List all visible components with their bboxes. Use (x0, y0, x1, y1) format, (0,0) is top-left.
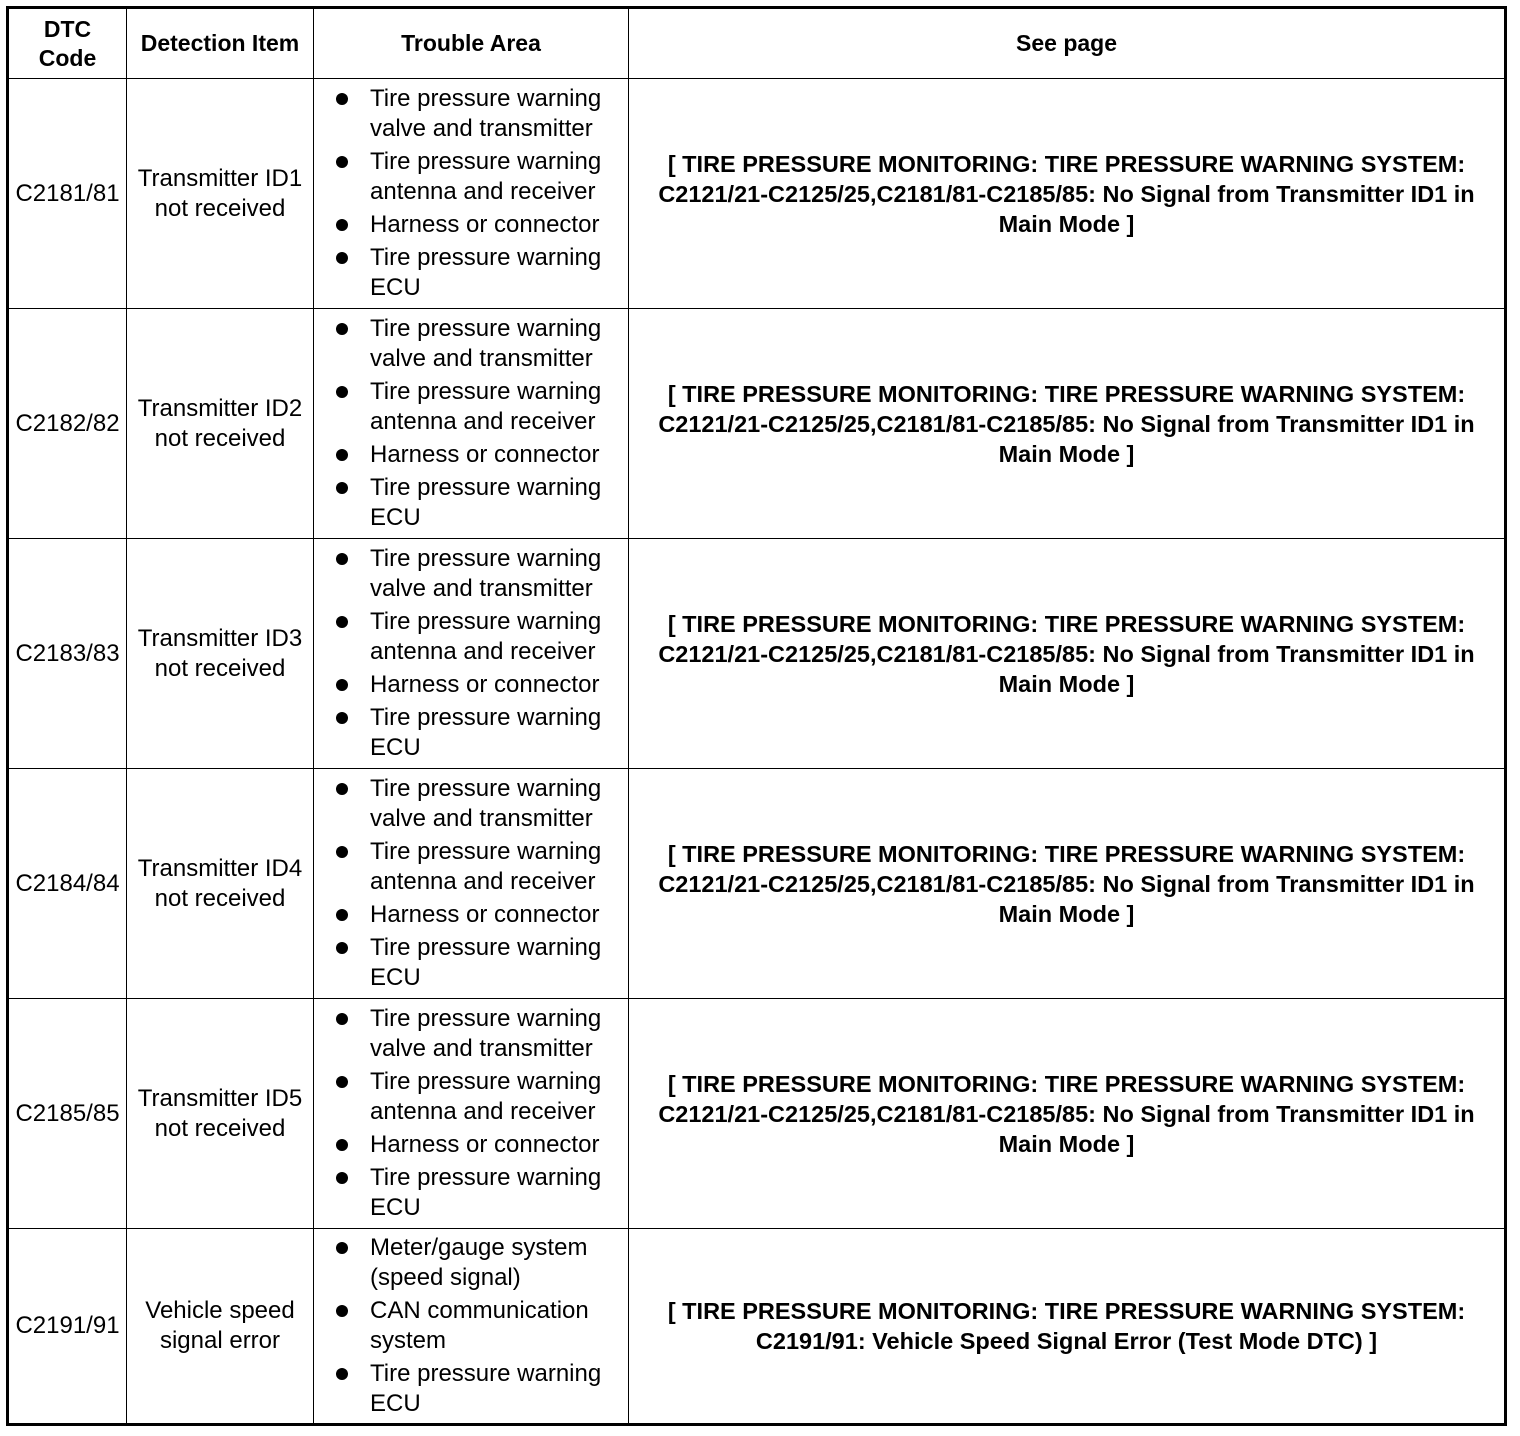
trouble-area-list (314, 770, 628, 997)
trouble-area-item (336, 1163, 628, 1223)
trouble-area-list (314, 1229, 628, 1423)
trouble-area-item (336, 377, 628, 437)
detection-item-cell: Transmitter ID3 not received (127, 539, 314, 769)
bullet-icon (336, 1172, 348, 1184)
trouble-area-text: Harness or connector (370, 671, 600, 698)
trouble-area-item (336, 84, 628, 144)
trouble-area-cell (314, 769, 629, 999)
bullet-icon (336, 846, 348, 858)
trouble-area-item (336, 544, 628, 604)
trouble-area-text: Tire pressure warning antenna and receiver (370, 1068, 602, 1125)
trouble-area-text: Tire pressure warning valve and transmitter (370, 775, 602, 832)
trouble-area-text: CAN communication system (370, 1297, 589, 1354)
trouble-area-text: Harness or connector (370, 901, 600, 928)
table-row (8, 999, 1506, 1229)
see-page-link[interactable]: [ TIRE PRESSURE MONITORING: TIRE PRESSURE WARNING SYSTEM: C2121/21-C2125/25,C2181/81-C2185/85: No Signal from Transmitter ID1 in Main Mode ] (629, 309, 1506, 539)
header-dtc-code-label: DTC Code (38, 15, 97, 71)
trouble-area-item (336, 243, 628, 303)
trouble-area-item (336, 314, 628, 374)
table-row (8, 539, 1506, 769)
dtc-code-cell: C2183/83 (8, 539, 127, 769)
trouble-area-cell (314, 999, 629, 1229)
see-page-link[interactable]: [ TIRE PRESSURE MONITORING: TIRE PRESSURE WARNING SYSTEM: C2121/21-C2125/25,C2181/81-C2185/85: No Signal from Transmitter ID1 in Main Mode ] (629, 769, 1506, 999)
see-page-link[interactable]: [ TIRE PRESSURE MONITORING: TIRE PRESSURE WARNING SYSTEM: C2191/91: Vehicle Speed Signal Error (Test Mode DTC) ] (629, 1229, 1506, 1425)
trouble-area-item (336, 900, 628, 930)
header-trouble-area: Trouble Area (314, 8, 629, 79)
header-dtc-code (8, 8, 127, 79)
bullet-icon (336, 156, 348, 168)
trouble-area-text: Tire pressure warning valve and transmitter (370, 1005, 602, 1062)
dtc-code-cell: C2185/85 (8, 999, 127, 1229)
trouble-area-list (314, 1000, 628, 1227)
trouble-area-text: Harness or connector (370, 441, 600, 468)
header-row (8, 8, 1506, 79)
trouble-area-item (336, 147, 628, 207)
table-row (8, 79, 1506, 309)
bullet-icon (336, 1368, 348, 1380)
trouble-area-item (336, 1359, 628, 1419)
bullet-icon (336, 942, 348, 954)
table-row (8, 1229, 1506, 1425)
dtc-code-cell: C2184/84 (8, 769, 127, 999)
trouble-area-item (336, 703, 628, 763)
see-page-link[interactable]: [ TIRE PRESSURE MONITORING: TIRE PRESSURE WARNING SYSTEM: C2121/21-C2125/25,C2181/81-C2185/85: No Signal from Transmitter ID1 in Main Mode ] (629, 999, 1506, 1229)
trouble-area-text: Tire pressure warning ECU (370, 704, 602, 761)
trouble-area-text: Tire pressure warning ECU (370, 1164, 602, 1221)
bullet-icon (336, 1305, 348, 1317)
bullet-icon (336, 93, 348, 105)
detection-item-cell: Transmitter ID2 not received (127, 309, 314, 539)
bullet-icon (336, 449, 348, 461)
bullet-icon (336, 616, 348, 628)
bullet-icon (336, 1242, 348, 1254)
trouble-area-text: Tire pressure warning antenna and receiver (370, 148, 602, 205)
dtc-code-cell: C2181/81 (8, 79, 127, 309)
table-row (8, 769, 1506, 999)
bullet-icon (336, 323, 348, 335)
bullet-icon (336, 679, 348, 691)
trouble-area-item (336, 1004, 628, 1064)
bullet-icon (336, 482, 348, 494)
bullet-icon (336, 1139, 348, 1151)
dtc-code-cell: C2182/82 (8, 309, 127, 539)
trouble-area-text: Meter/gauge system (speed signal) (370, 1234, 588, 1291)
dtc-code-cell: C2191/91 (8, 1229, 127, 1425)
trouble-area-text: Tire pressure warning valve and transmitter (370, 545, 602, 602)
trouble-area-item (336, 670, 628, 700)
trouble-area-item (336, 774, 628, 834)
bullet-icon (336, 1013, 348, 1025)
see-page-link[interactable]: [ TIRE PRESSURE MONITORING: TIRE PRESSURE WARNING SYSTEM: C2121/21-C2125/25,C2181/81-C2185/85: No Signal from Transmitter ID1 in Main Mode ] (629, 539, 1506, 769)
trouble-area-text: Tire pressure warning ECU (370, 1360, 602, 1417)
detection-item-cell: Transmitter ID1 not received (127, 79, 314, 309)
see-page-link[interactable]: [ TIRE PRESSURE MONITORING: TIRE PRESSURE WARNING SYSTEM: C2121/21-C2125/25,C2181/81-C2185/85: No Signal from Transmitter ID1 in Main Mode ] (629, 79, 1506, 309)
table-row (8, 309, 1506, 539)
trouble-area-item (336, 607, 628, 667)
header-see-page: See page (629, 8, 1506, 79)
trouble-area-text: Tire pressure warning antenna and receiver (370, 378, 602, 435)
bullet-icon (336, 909, 348, 921)
detection-item-cell: Transmitter ID5 not received (127, 999, 314, 1229)
trouble-area-cell (314, 309, 629, 539)
trouble-area-text: Tire pressure warning valve and transmitter (370, 85, 602, 142)
trouble-area-item (336, 837, 628, 897)
trouble-area-item (336, 933, 628, 993)
detection-item-cell: Vehicle speed signal error (127, 1229, 314, 1425)
trouble-area-text: Harness or connector (370, 211, 600, 238)
trouble-area-cell (314, 1229, 629, 1425)
trouble-area-text: Tire pressure warning antenna and receiver (370, 608, 602, 665)
trouble-area-text: Harness or connector (370, 1131, 600, 1158)
trouble-area-item (336, 210, 628, 240)
trouble-area-text: Tire pressure warning ECU (370, 474, 602, 531)
trouble-area-item (336, 1130, 628, 1160)
header-detection-item: Detection Item (127, 8, 314, 79)
trouble-area-list (314, 540, 628, 767)
trouble-area-item (336, 1296, 628, 1356)
detection-item-cell: Transmitter ID4 not received (127, 769, 314, 999)
bullet-icon (336, 1076, 348, 1088)
trouble-area-text: Tire pressure warning ECU (370, 934, 602, 991)
trouble-area-item (336, 1067, 628, 1127)
trouble-area-item (336, 440, 628, 470)
bullet-icon (336, 386, 348, 398)
trouble-area-list (314, 310, 628, 537)
trouble-area-item (336, 473, 628, 533)
trouble-area-text: Tire pressure warning ECU (370, 244, 602, 301)
bullet-icon (336, 712, 348, 724)
trouble-area-text: Tire pressure warning valve and transmitter (370, 315, 602, 372)
bullet-icon (336, 219, 348, 231)
trouble-area-text: Tire pressure warning antenna and receiver (370, 838, 602, 895)
dtc-table (6, 6, 1507, 1426)
trouble-area-cell (314, 539, 629, 769)
bullet-icon (336, 553, 348, 565)
bullet-icon (336, 252, 348, 264)
trouble-area-cell (314, 79, 629, 309)
trouble-area-item (336, 1233, 628, 1293)
trouble-area-list (314, 80, 628, 307)
bullet-icon (336, 783, 348, 795)
